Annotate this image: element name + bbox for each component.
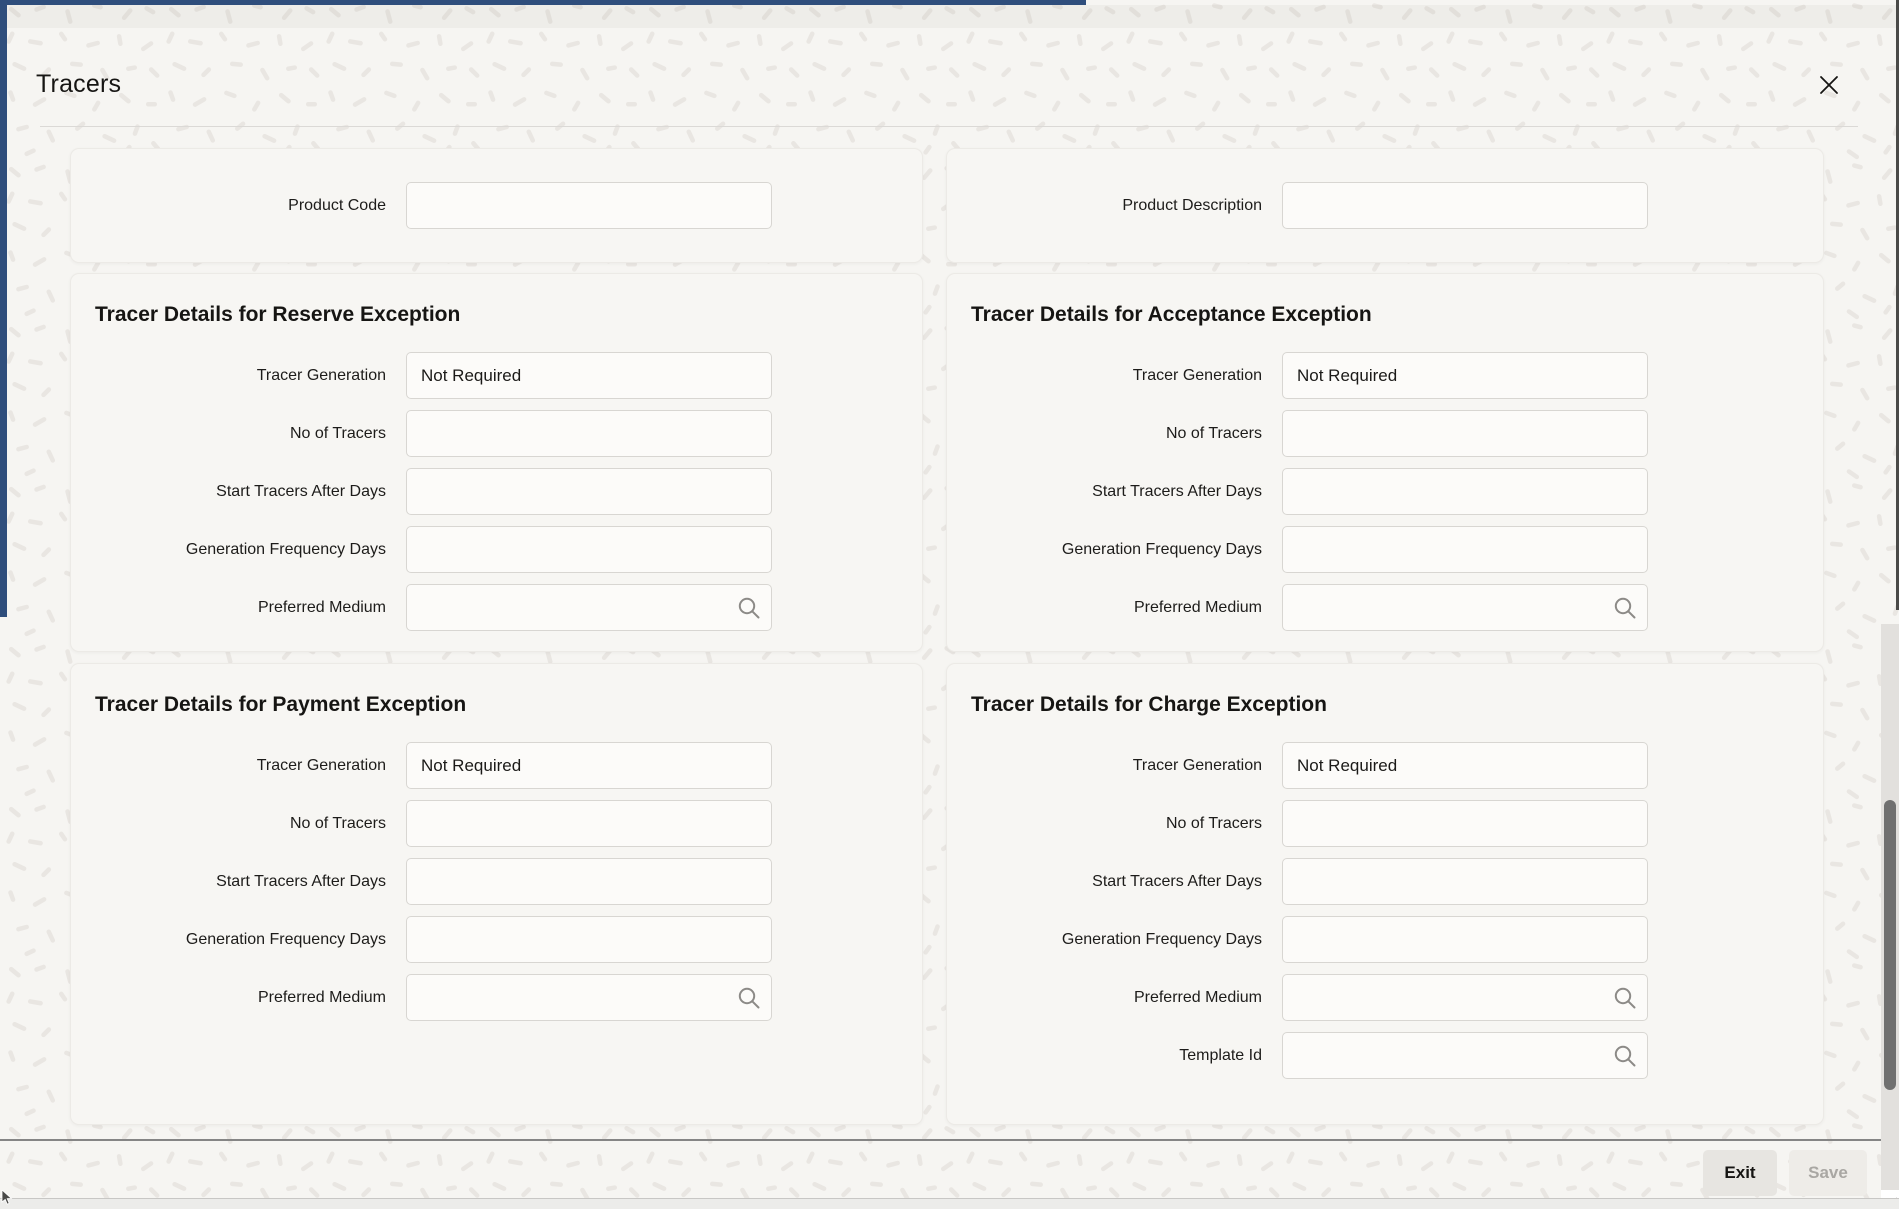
product-description-field [1282, 182, 1648, 229]
field-row [71, 468, 922, 515]
field-row [947, 468, 1823, 515]
field-row [947, 182, 1823, 229]
field-input[interactable] [1282, 526, 1648, 573]
field-input[interactable] [1282, 800, 1648, 847]
field-input[interactable] [406, 916, 772, 963]
footer-divider [0, 1139, 1881, 1141]
scrollbar-thumb[interactable] [1884, 800, 1896, 1090]
save-button[interactable]: Save [1789, 1150, 1867, 1196]
field-input[interactable] [406, 974, 772, 1021]
field-input-wrap [1282, 410, 1648, 457]
product-description-input[interactable] [1282, 182, 1648, 229]
field-input-wrap [1282, 858, 1648, 905]
product-description-card [946, 148, 1824, 263]
field-input[interactable] [406, 468, 772, 515]
field-row [71, 916, 922, 963]
field-input[interactable] [1282, 352, 1648, 399]
field-input-wrap [406, 526, 772, 573]
field-row [947, 974, 1823, 1021]
field-input[interactable] [1282, 916, 1648, 963]
field-row [947, 916, 1823, 963]
product-code-label: Product Code [288, 196, 386, 214]
field-label: Preferred Medium [257, 988, 386, 1006]
field-input-wrap [1282, 1032, 1648, 1079]
field-label: Tracer Generation [256, 756, 386, 774]
field-input[interactable] [1282, 1032, 1648, 1079]
field-row [71, 858, 922, 905]
field-input[interactable] [1282, 974, 1648, 1021]
close-icon [1818, 74, 1840, 96]
field-label: Preferred Medium [257, 598, 386, 616]
section-card [70, 273, 923, 652]
field-label: Generation Frequency Days [1061, 930, 1262, 948]
close-button[interactable] [1810, 66, 1848, 104]
field-label: Generation Frequency Days [185, 540, 386, 558]
field-label: Preferred Medium [1133, 598, 1262, 616]
search-icon[interactable] [1612, 1043, 1638, 1069]
field-input-wrap [406, 584, 772, 631]
field-label: No of Tracers [289, 814, 386, 832]
mouse-cursor [1, 1190, 13, 1206]
section-rows [947, 352, 1823, 631]
field-input-wrap [406, 352, 772, 399]
field-input[interactable] [406, 526, 772, 573]
field-input[interactable] [1282, 584, 1648, 631]
field-input-wrap [1282, 584, 1648, 631]
top-shade-band [0, 5, 1899, 28]
section-rows [71, 742, 922, 1021]
window-left-edge [0, 0, 7, 617]
field-row [947, 858, 1823, 905]
section-title: Tracer Details for Payment Exception [95, 693, 467, 716]
field-input[interactable] [406, 410, 772, 457]
field-input[interactable] [406, 800, 772, 847]
field-label: Start Tracers After Days [216, 482, 386, 500]
section-title: Tracer Details for Reserve Exception [95, 303, 461, 326]
field-input[interactable] [406, 742, 772, 789]
field-input[interactable] [1282, 742, 1648, 789]
field-label: Tracer Generation [1132, 366, 1262, 384]
field-label: Generation Frequency Days [1061, 540, 1262, 558]
field-row [71, 974, 922, 1021]
scrollbar-track[interactable] [1881, 624, 1899, 1190]
field-input-wrap [1282, 352, 1648, 399]
field-input-wrap [406, 858, 772, 905]
section-title: Tracer Details for Charge Exception [971, 693, 1327, 716]
product-code-input[interactable] [406, 182, 772, 229]
field-row [947, 352, 1823, 399]
field-input-wrap [1282, 742, 1648, 789]
field-input[interactable] [1282, 410, 1648, 457]
field-row [947, 800, 1823, 847]
field-row [71, 410, 922, 457]
field-row [71, 742, 922, 789]
section-title: Tracer Details for Acceptance Exception [971, 303, 1372, 326]
field-input-wrap [1282, 974, 1648, 1021]
field-input[interactable] [406, 584, 772, 631]
search-icon[interactable] [1612, 985, 1638, 1011]
field-input-wrap [406, 410, 772, 457]
field-label: No of Tracers [1165, 424, 1262, 442]
field-input-wrap [1282, 526, 1648, 573]
field-input-wrap [406, 742, 772, 789]
field-row [947, 742, 1823, 789]
field-input-wrap [1282, 800, 1648, 847]
exit-button[interactable]: Exit [1703, 1150, 1777, 1196]
window-top-edge [0, 0, 1086, 5]
field-row [947, 584, 1823, 631]
field-label: Template Id [1179, 1046, 1262, 1064]
field-input-wrap [1282, 468, 1648, 515]
page-title: Tracers [36, 70, 122, 98]
field-label: Start Tracers After Days [1092, 872, 1262, 890]
product-code-field [406, 182, 772, 229]
field-row [947, 1032, 1823, 1079]
section-card [70, 663, 923, 1125]
field-label: No of Tracers [1165, 814, 1262, 832]
field-input-wrap [406, 468, 772, 515]
field-label: Start Tracers After Days [1092, 482, 1262, 500]
field-row [71, 526, 922, 573]
bottom-edge-band [0, 1198, 1899, 1209]
section-rows [71, 352, 922, 631]
search-icon[interactable] [736, 985, 762, 1011]
title-divider [40, 126, 1858, 127]
field-row [71, 182, 922, 229]
section-rows [947, 742, 1823, 1079]
field-label: Tracer Generation [1132, 756, 1262, 774]
field-input-wrap [406, 916, 772, 963]
field-row [947, 526, 1823, 573]
field-row [947, 410, 1823, 457]
field-input-wrap [406, 974, 772, 1021]
product-code-card [70, 148, 923, 263]
field-row [71, 584, 922, 631]
field-label: No of Tracers [289, 424, 386, 442]
search-icon[interactable] [736, 595, 762, 621]
product-description-label: Product Description [1122, 196, 1262, 214]
field-input-wrap [406, 800, 772, 847]
field-input[interactable] [1282, 468, 1648, 515]
field-row [71, 800, 922, 847]
field-input[interactable] [406, 352, 772, 399]
field-input[interactable] [1282, 858, 1648, 905]
field-input-wrap [1282, 916, 1648, 963]
section-card [946, 663, 1824, 1125]
field-label: Tracer Generation [256, 366, 386, 384]
field-label: Start Tracers After Days [216, 872, 386, 890]
field-input[interactable] [406, 858, 772, 905]
field-row [71, 352, 922, 399]
field-label: Preferred Medium [1133, 988, 1262, 1006]
field-label: Generation Frequency Days [185, 930, 386, 948]
search-icon[interactable] [1612, 595, 1638, 621]
section-card [946, 273, 1824, 652]
